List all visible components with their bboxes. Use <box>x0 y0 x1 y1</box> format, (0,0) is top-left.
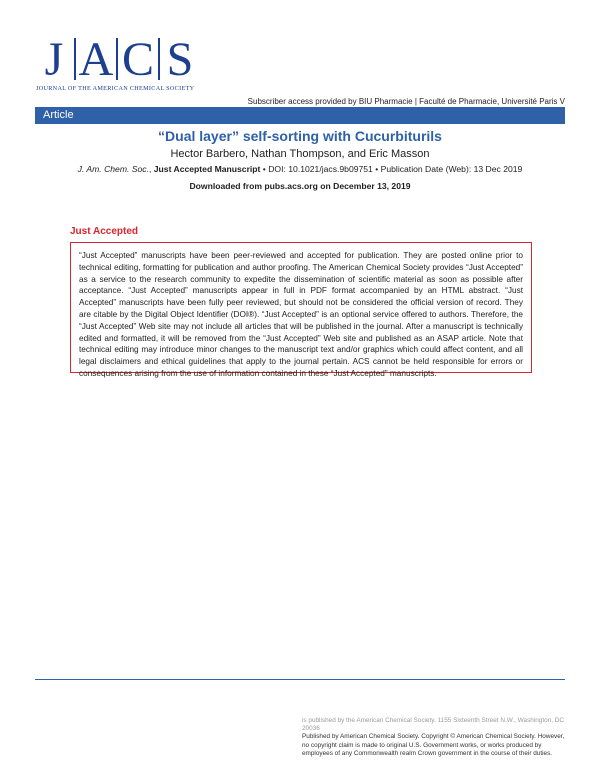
citation-separator: , <box>148 164 154 174</box>
doi-and-date: • DOI: 10.1021/jacs.9b09751 • Publication Date (Web): 13 Dec 2019 <box>260 164 523 174</box>
copyright-notice: Published by American Chemical Society. Copyright © American Chemical Society. However, no copyright claim is made to original U.S. Government works, or works produced by employees of any Commonwealth realm Crown government in the course of their duties. <box>302 733 565 757</box>
download-note: Downloaded from pubs.acs.org on December 13, 2019 <box>189 181 411 191</box>
section-bar <box>35 107 565 124</box>
subscriber-access-note: Subscriber access provided by BIU Pharmacie | Faculté de Pharmacie, Université Paris V <box>247 97 565 106</box>
publisher-address: is published by the American Chemical Society. 1155 Sixteenth Street N.W., Washington, DC 20036 <box>302 717 565 733</box>
jacs-logo-letters <box>36 33 212 86</box>
logo-divider <box>74 38 76 80</box>
just-accepted-heading: Just Accepted <box>70 226 138 237</box>
article-authors: Hector Barbero, Nathan Thompson, and Eric Masson <box>170 148 430 160</box>
logo-letter-j: J <box>44 33 64 86</box>
logo-divider <box>158 38 160 80</box>
logo-letter-c: C <box>121 33 154 86</box>
publisher-footer <box>302 717 572 758</box>
citation-line <box>0 164 600 174</box>
logo-divider <box>116 38 118 80</box>
logo-letter-a: A <box>78 33 114 86</box>
logo-letter-s: S <box>166 33 194 86</box>
footer-divider <box>35 679 565 680</box>
section-label: Article <box>43 109 74 121</box>
journal-name: J. Am. Chem. Soc. <box>77 164 149 174</box>
just-accepted-notice: “Just Accepted” manuscripts have been peer-reviewed and accepted for publication. They are posted online prior to technical editing, formatting for publication and author proofing. The American Chemical Society provides “Just Accepted” as a service to the research community to expedite the dissemination of scientific material as soon as possible after acceptance. “Just Accepted” manuscripts appear in full in PDF format accompanied by an HTML abstract. “Just Accepted” manuscripts have been fully peer reviewed, but should not be considered the official version of record. They are citable by the Digital Object Identifier (DOI®). “Just Accepted” is an optional service offered to authors. Therefore, the “Just Accepted” Web site may not include all articles that will be published in the journal. After a manuscript is technically edited and formatted, it will be removed from the “Just Accepted” Web site and published as an ASAP article. Note that technical editing may introduce minor changes to the manuscript text and/or graphics which could affect content, and all legal disclaimers and ethical guidelines that apply to the journal pertain. ACS cannot be held responsible for errors or consequences arising from the use of information contained in these “Just Accepted” manuscripts. <box>70 242 532 373</box>
logo-subtitle: JOURNAL OF THE AMERICAN CHEMICAL SOCIETY <box>36 85 195 92</box>
manuscript-status: Just Accepted Manuscript <box>153 164 261 174</box>
jacs-logo <box>36 33 212 92</box>
article-title[interactable]: “Dual layer” self-sorting with Cucurbiturils <box>158 128 442 144</box>
